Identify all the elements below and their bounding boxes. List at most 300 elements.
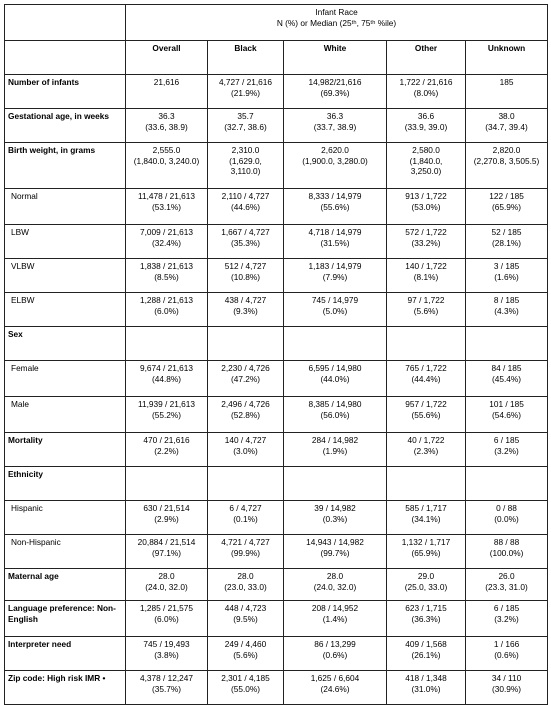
data-cell bbox=[387, 671, 466, 705]
cell-value: 28.0 bbox=[237, 571, 254, 581]
cell-value: 2,230 / 4,726 bbox=[221, 363, 270, 373]
data-cell bbox=[284, 259, 387, 293]
cell-value: 35.7 bbox=[237, 111, 254, 121]
cell-detail: (55.0%) bbox=[230, 683, 261, 694]
row-label: Hispanic bbox=[5, 501, 126, 535]
cell-value: 2,301 / 4,185 bbox=[221, 673, 270, 683]
cell-value: 9,674 / 21,613 bbox=[139, 363, 194, 373]
cell-detail: (7.9%) bbox=[322, 271, 348, 282]
data-cell bbox=[466, 397, 548, 433]
data-cell bbox=[126, 225, 208, 259]
cell-value: 6 / 4,727 bbox=[229, 503, 262, 513]
data-cell bbox=[208, 601, 284, 637]
cell-value: 20,884 / 21,514 bbox=[137, 537, 196, 547]
cell-detail: (21.9%) bbox=[230, 87, 261, 98]
cell-detail: (8.5%) bbox=[154, 271, 179, 282]
data-cell bbox=[208, 109, 284, 143]
data-cell bbox=[208, 361, 284, 397]
cell-value: 512 / 4,727 bbox=[224, 261, 267, 271]
cell-detail: (44.6%) bbox=[230, 201, 261, 212]
cell-value: 88 / 88 bbox=[493, 537, 520, 547]
cell-detail: (9.5%) bbox=[233, 613, 258, 624]
data-cell bbox=[208, 569, 284, 601]
table-row bbox=[5, 637, 548, 671]
table-row bbox=[5, 259, 548, 293]
row-label: Birth weight, in grams bbox=[5, 143, 126, 189]
cell-value: 1,132 / 1,717 bbox=[401, 537, 451, 547]
table-row bbox=[5, 467, 548, 501]
data-cell bbox=[126, 189, 208, 225]
data-cell bbox=[387, 189, 466, 225]
data-cell bbox=[126, 501, 208, 535]
table-row bbox=[5, 109, 548, 143]
cell-value: 1,838 / 21,613 bbox=[139, 261, 194, 271]
cell-detail: (6.0%) bbox=[154, 613, 179, 624]
table-row bbox=[5, 361, 548, 397]
cell-value: 36.3 bbox=[326, 111, 344, 121]
cell-value: 2,555.0 bbox=[152, 145, 181, 155]
cell-value: 97 / 1,722 bbox=[407, 295, 445, 305]
cell-value: 1,722 / 21,616 bbox=[399, 77, 453, 87]
row-label: Male bbox=[5, 397, 126, 433]
cell-detail: (54.6%) bbox=[491, 409, 522, 420]
cell-detail: (33.2%) bbox=[411, 237, 441, 248]
table-row bbox=[5, 535, 548, 569]
cell-value: 28.0 bbox=[326, 571, 344, 581]
cell-detail: (0.1%) bbox=[233, 513, 258, 524]
cell-value: 36.6 bbox=[417, 111, 435, 121]
data-cell bbox=[126, 293, 208, 327]
cell-value: 140 / 1,722 bbox=[405, 261, 447, 271]
cell-value: 2,110 / 4,727 bbox=[221, 191, 270, 201]
cell-detail: (24.0, 32.0) bbox=[145, 581, 188, 592]
cell-value: 101 / 185 bbox=[489, 399, 524, 409]
data-cell bbox=[284, 143, 387, 189]
data-cell bbox=[208, 259, 284, 293]
cell-detail: (8.0%) bbox=[413, 87, 439, 98]
data-cell bbox=[466, 259, 548, 293]
data-cell bbox=[387, 225, 466, 259]
data-cell bbox=[126, 433, 208, 467]
cell-detail: (1,840.0, 3,240.0) bbox=[133, 155, 200, 166]
cell-detail: (1,900.0, 3,280.0) bbox=[302, 155, 368, 166]
data-cell bbox=[387, 327, 466, 361]
cell-detail: (34.1%) bbox=[411, 513, 441, 524]
row-label: Interpreter need bbox=[5, 637, 126, 671]
data-cell bbox=[126, 569, 208, 601]
cell-detail: (30.9%) bbox=[491, 683, 522, 694]
cell-value: 745 / 19,493 bbox=[143, 639, 190, 649]
cell-value: 1,183 / 14,979 bbox=[308, 261, 362, 271]
cell-detail: (45.4%) bbox=[491, 373, 522, 384]
data-cell bbox=[387, 361, 466, 397]
cell-value: 8,385 / 14,980 bbox=[308, 399, 362, 409]
row-label: Number of infants bbox=[5, 75, 126, 109]
infant-race-header bbox=[126, 5, 548, 41]
data-cell bbox=[387, 109, 466, 143]
cell-value: 140 / 4,727 bbox=[224, 435, 267, 445]
column-header-unknown: Unknown bbox=[466, 41, 548, 75]
cell-value: 26.0 bbox=[498, 571, 515, 581]
cell-detail: (99.9%) bbox=[230, 547, 261, 558]
row-label: Normal bbox=[5, 189, 126, 225]
cell-value: 1,667 / 4,727 bbox=[221, 227, 270, 237]
header-columns-row bbox=[5, 41, 548, 75]
data-cell bbox=[208, 433, 284, 467]
cell-value: 86 / 13,299 bbox=[314, 639, 356, 649]
cell-detail: (53.1%) bbox=[151, 201, 182, 212]
cell-detail: 3,110.0) bbox=[230, 166, 261, 177]
data-cell bbox=[126, 535, 208, 569]
table-row bbox=[5, 601, 548, 637]
data-cell bbox=[284, 225, 387, 259]
cell-value: 409 / 1,568 bbox=[405, 639, 447, 649]
cell-value: 3 / 185 bbox=[493, 261, 520, 271]
cell-value: 21,616 bbox=[153, 77, 180, 87]
table-row bbox=[5, 143, 548, 189]
data-cell bbox=[126, 671, 208, 705]
data-cell bbox=[466, 637, 548, 671]
cell-detail: (33.9, 39.0) bbox=[404, 121, 448, 132]
data-cell bbox=[284, 361, 387, 397]
data-cell bbox=[466, 189, 548, 225]
cell-value: 122 / 185 bbox=[489, 191, 524, 201]
cell-value: 8 / 185 bbox=[493, 295, 520, 305]
table-row bbox=[5, 327, 548, 361]
cell-value: 40 / 1,722 bbox=[407, 435, 445, 445]
cell-value: 7,009 / 21,613 bbox=[139, 227, 194, 237]
row-label: Language preference: Non-English bbox=[5, 601, 126, 637]
cell-detail: (35.7%) bbox=[151, 683, 182, 694]
cell-value: 623 / 1,715 bbox=[405, 603, 447, 613]
cell-detail: (1.4%) bbox=[322, 613, 348, 624]
data-cell bbox=[284, 189, 387, 225]
data-cell bbox=[284, 293, 387, 327]
cell-value: 470 / 21,616 bbox=[143, 435, 190, 445]
cell-detail: (35.3%) bbox=[230, 237, 261, 248]
header-group-row bbox=[5, 5, 548, 41]
data-cell bbox=[208, 225, 284, 259]
cell-detail: (2.9%) bbox=[154, 513, 179, 524]
data-cell bbox=[208, 467, 284, 501]
cell-detail: (3.2%) bbox=[494, 613, 519, 624]
group-title: Infant Race bbox=[315, 7, 358, 17]
cell-value: 14,943 / 14,982 bbox=[306, 537, 364, 547]
cell-detail: (1,629.0, bbox=[229, 155, 262, 166]
cell-value: 2,820.0 bbox=[492, 145, 521, 155]
column-header-white: White bbox=[284, 41, 387, 75]
data-cell bbox=[387, 75, 466, 109]
group-subtitle: N (%) or Median (25ᵗʰ, 75ᵗʰ %ile) bbox=[276, 17, 397, 28]
cell-value: 249 / 4,460 bbox=[224, 639, 267, 649]
cell-value: 745 / 14,979 bbox=[311, 295, 359, 305]
data-cell bbox=[387, 397, 466, 433]
cell-value: 1,285 / 21,575 bbox=[139, 603, 194, 613]
cell-detail: (5.6%) bbox=[413, 305, 439, 316]
header-blank-cell bbox=[5, 5, 126, 41]
data-cell bbox=[126, 259, 208, 293]
data-cell bbox=[466, 569, 548, 601]
data-cell bbox=[466, 671, 548, 705]
data-cell bbox=[466, 535, 548, 569]
data-cell bbox=[387, 433, 466, 467]
data-cell bbox=[387, 259, 466, 293]
cell-detail: (3.2%) bbox=[494, 445, 519, 456]
cell-value: 8,333 / 14,979 bbox=[308, 191, 362, 201]
cell-detail: (2.3%) bbox=[413, 445, 439, 456]
cell-value: 418 / 1,348 bbox=[405, 673, 447, 683]
cell-value: 630 / 21,514 bbox=[143, 503, 190, 513]
table-row bbox=[5, 569, 548, 601]
data-cell bbox=[284, 601, 387, 637]
data-cell bbox=[208, 501, 284, 535]
table-row bbox=[5, 397, 548, 433]
column-header-other: Other bbox=[387, 41, 466, 75]
cell-detail: (0.6%) bbox=[494, 649, 519, 660]
cell-detail: (6.0%) bbox=[154, 305, 179, 316]
row-label: Ethnicity bbox=[5, 467, 126, 501]
cell-detail: (34.7, 39.4) bbox=[485, 121, 528, 132]
cell-detail: (32.7, 38.6) bbox=[224, 121, 267, 132]
data-cell bbox=[208, 75, 284, 109]
cell-detail: (32.4%) bbox=[151, 237, 182, 248]
cell-value: 284 / 14,982 bbox=[311, 435, 359, 445]
cell-detail: (97.1%) bbox=[151, 547, 182, 558]
cell-detail: (36.3%) bbox=[411, 613, 441, 624]
data-cell bbox=[208, 327, 284, 361]
cell-detail: (28.1%) bbox=[491, 237, 522, 248]
cell-detail: (9.3%) bbox=[233, 305, 258, 316]
cell-value: 1 / 166 bbox=[493, 639, 520, 649]
data-cell bbox=[208, 535, 284, 569]
cell-value: 6 / 185 bbox=[493, 435, 520, 445]
cell-value: 4,718 / 14,979 bbox=[308, 227, 362, 237]
cell-detail: (52.8%) bbox=[230, 409, 261, 420]
cell-detail: (3.0%) bbox=[233, 445, 258, 456]
data-cell bbox=[126, 143, 208, 189]
row-label: Female bbox=[5, 361, 126, 397]
data-cell bbox=[208, 637, 284, 671]
data-cell bbox=[284, 671, 387, 705]
cell-detail: (3.8%) bbox=[154, 649, 179, 660]
cell-detail: (2.2%) bbox=[154, 445, 179, 456]
cell-value: 11,478 / 21,613 bbox=[137, 191, 196, 201]
data-cell bbox=[126, 397, 208, 433]
table-row bbox=[5, 75, 548, 109]
data-cell bbox=[284, 433, 387, 467]
cell-value: 6 / 185 bbox=[493, 603, 520, 613]
column-header-overall: Overall bbox=[126, 41, 208, 75]
row-label: ELBW bbox=[5, 293, 126, 327]
data-cell bbox=[284, 467, 387, 501]
data-cell bbox=[284, 501, 387, 535]
table-row bbox=[5, 671, 548, 705]
cell-value: 38.0 bbox=[498, 111, 515, 121]
cell-value: 1,625 / 6,604 bbox=[310, 673, 360, 683]
column-header-black: Black bbox=[208, 41, 284, 75]
cell-detail: (55.6%) bbox=[411, 409, 441, 420]
data-cell bbox=[126, 601, 208, 637]
cell-detail: (23.0, 33.0) bbox=[224, 581, 267, 592]
cell-value: 14,982/21,616 bbox=[308, 77, 362, 87]
cell-detail: (1,840.0, bbox=[409, 155, 443, 166]
cell-detail: (53.0%) bbox=[411, 201, 441, 212]
cell-detail: (1.9%) bbox=[322, 445, 348, 456]
cell-value: 765 / 1,722 bbox=[405, 363, 447, 373]
cell-value: 84 / 185 bbox=[491, 363, 522, 373]
table-row bbox=[5, 501, 548, 535]
cell-detail: (0.3%) bbox=[322, 513, 348, 524]
cell-detail: 3,250.0) bbox=[410, 166, 442, 177]
cell-detail: (99.7%) bbox=[320, 547, 350, 558]
cell-value: 4,378 / 12,247 bbox=[139, 673, 194, 683]
cell-detail: (65.9%) bbox=[411, 547, 441, 558]
cell-detail: (69.3%) bbox=[320, 87, 350, 98]
row-label: VLBW bbox=[5, 259, 126, 293]
cell-value: 1,288 / 21,613 bbox=[139, 295, 194, 305]
row-label: Maternal age bbox=[5, 569, 126, 601]
cell-detail: (24.0, 32.0) bbox=[313, 581, 357, 592]
row-label: Gestational age, in weeks bbox=[5, 109, 126, 143]
cell-value: 185 bbox=[499, 77, 514, 87]
cell-value: 11,939 / 21,613 bbox=[137, 399, 196, 409]
header-label-cell bbox=[5, 41, 126, 75]
cell-value: 0 / 88 bbox=[496, 503, 517, 513]
data-cell bbox=[387, 467, 466, 501]
row-label: Sex bbox=[5, 327, 126, 361]
cell-detail: (31.5%) bbox=[320, 237, 350, 248]
cell-detail: (24.6%) bbox=[320, 683, 350, 694]
cell-value: 2,620.0 bbox=[321, 145, 349, 155]
data-cell bbox=[126, 637, 208, 671]
data-cell bbox=[208, 671, 284, 705]
data-cell bbox=[466, 601, 548, 637]
data-cell bbox=[208, 397, 284, 433]
cell-detail: (1.6%) bbox=[494, 271, 519, 282]
cell-value: 39 / 14,982 bbox=[314, 503, 356, 513]
cell-detail: (5.0%) bbox=[322, 305, 348, 316]
cell-detail: (56.0%) bbox=[320, 409, 350, 420]
data-cell bbox=[208, 189, 284, 225]
data-cell bbox=[466, 109, 548, 143]
data-cell bbox=[466, 225, 548, 259]
cell-detail: (33.6, 38.9) bbox=[145, 121, 188, 132]
data-cell bbox=[284, 109, 387, 143]
cell-value: 208 / 14,952 bbox=[311, 603, 359, 613]
cell-value: 572 / 1,722 bbox=[405, 227, 447, 237]
cell-value: 2,580.0 bbox=[412, 145, 440, 155]
cell-value: 28.0 bbox=[158, 571, 175, 581]
cell-detail: (25.0, 33.0) bbox=[404, 581, 448, 592]
cell-detail: (4.3%) bbox=[494, 305, 519, 316]
cell-detail: (31.0%) bbox=[411, 683, 441, 694]
data-cell bbox=[466, 501, 548, 535]
cell-detail: (26.1%) bbox=[411, 649, 441, 660]
cell-value: 4,727 / 21,616 bbox=[218, 77, 273, 87]
cell-value: 52 / 185 bbox=[491, 227, 522, 237]
data-cell bbox=[387, 637, 466, 671]
cell-detail: (8.1%) bbox=[413, 271, 439, 282]
data-cell bbox=[126, 75, 208, 109]
table-row bbox=[5, 433, 548, 467]
data-cell bbox=[126, 467, 208, 501]
data-cell bbox=[208, 143, 284, 189]
cell-detail: (2,270.8, 3,505.5) bbox=[473, 155, 540, 166]
cell-detail: (33.7, 38.9) bbox=[313, 121, 357, 132]
data-cell bbox=[466, 361, 548, 397]
table-row bbox=[5, 225, 548, 259]
table-row bbox=[5, 189, 548, 225]
data-cell bbox=[284, 397, 387, 433]
cell-detail: (44.4%) bbox=[411, 373, 441, 384]
data-cell bbox=[284, 569, 387, 601]
data-cell bbox=[284, 535, 387, 569]
cell-detail: (44.0%) bbox=[320, 373, 350, 384]
cell-detail: (100.0%) bbox=[489, 547, 524, 558]
cell-detail: (55.2%) bbox=[151, 409, 182, 420]
data-cell bbox=[466, 143, 548, 189]
cell-value: 2,310.0 bbox=[231, 145, 260, 155]
cell-value: 2,496 / 4,726 bbox=[221, 399, 270, 409]
cell-detail: (0.0%) bbox=[494, 513, 519, 524]
cell-value: 438 / 4,727 bbox=[224, 295, 267, 305]
cell-value: 913 / 1,722 bbox=[405, 191, 447, 201]
data-cell bbox=[126, 361, 208, 397]
row-label: LBW bbox=[5, 225, 126, 259]
data-cell bbox=[284, 75, 387, 109]
cell-value: 36.3 bbox=[158, 111, 175, 121]
cell-detail: (5.6%) bbox=[233, 649, 258, 660]
data-cell bbox=[284, 637, 387, 671]
cell-value: 6,595 / 14,980 bbox=[308, 363, 362, 373]
cell-detail: (44.8%) bbox=[151, 373, 182, 384]
data-cell bbox=[466, 467, 548, 501]
cell-value: 585 / 1,717 bbox=[405, 503, 447, 513]
cell-detail: (23.3, 31.0) bbox=[485, 581, 528, 592]
data-cell bbox=[284, 327, 387, 361]
data-cell bbox=[387, 143, 466, 189]
cell-detail: (55.6%) bbox=[320, 201, 350, 212]
row-label: Mortality bbox=[5, 433, 126, 467]
data-cell bbox=[387, 293, 466, 327]
cell-detail: (65.9%) bbox=[491, 201, 522, 212]
data-cell bbox=[126, 109, 208, 143]
demographics-table bbox=[4, 4, 548, 705]
data-cell bbox=[466, 75, 548, 109]
table-row bbox=[5, 293, 548, 327]
cell-detail: (47.2%) bbox=[230, 373, 261, 384]
cell-detail: (0.6%) bbox=[322, 649, 348, 660]
data-cell bbox=[466, 433, 548, 467]
data-cell bbox=[466, 293, 548, 327]
data-cell bbox=[387, 601, 466, 637]
data-cell bbox=[387, 501, 466, 535]
data-cell bbox=[466, 327, 548, 361]
cell-value: 34 / 110 bbox=[491, 673, 522, 683]
data-cell bbox=[208, 293, 284, 327]
data-cell bbox=[126, 327, 208, 361]
cell-value: 4,721 / 4,727 bbox=[221, 537, 270, 547]
data-cell bbox=[387, 569, 466, 601]
row-label: Zip code: High risk IMR • bbox=[5, 671, 126, 705]
cell-value: 29.0 bbox=[417, 571, 435, 581]
table-body bbox=[5, 75, 548, 705]
row-label: Non-Hispanic bbox=[5, 535, 126, 569]
data-cell bbox=[387, 535, 466, 569]
cell-value: 448 / 4,723 bbox=[224, 603, 267, 613]
cell-value: 957 / 1,722 bbox=[405, 399, 447, 409]
cell-detail: (10.8%) bbox=[230, 271, 261, 282]
